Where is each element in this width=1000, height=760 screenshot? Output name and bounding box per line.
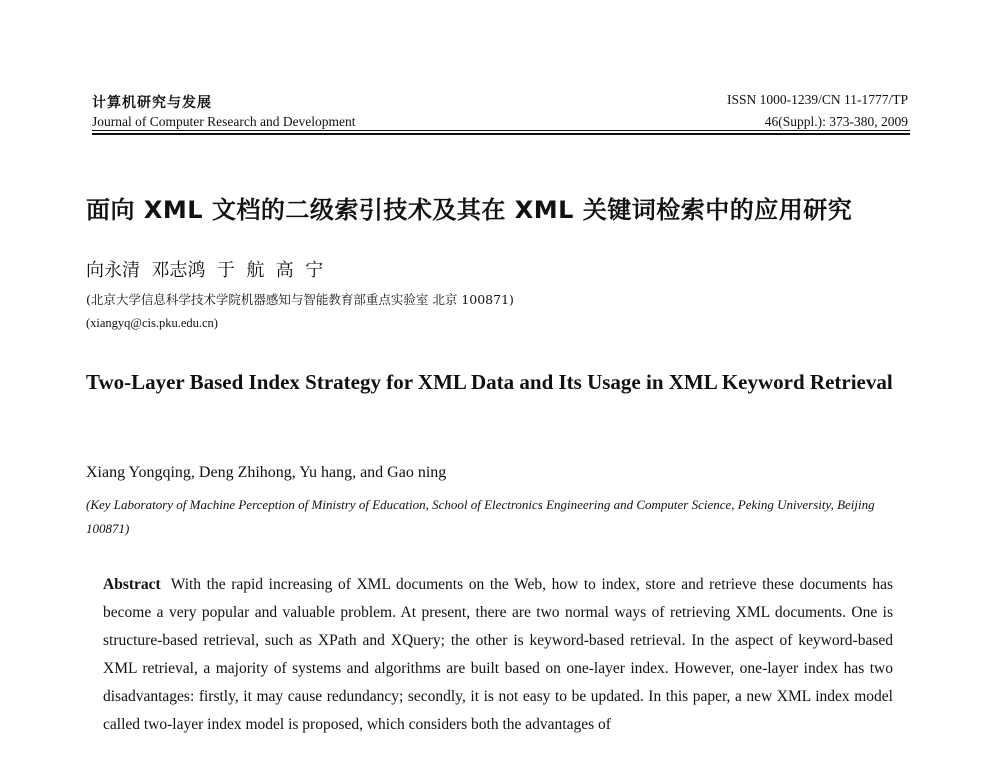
header-rule-thick (92, 133, 910, 135)
chinese-title: 面向 XML 文档的二级索引技术及其在 XML 关键词检索中的应用研究 (86, 196, 853, 224)
journal-name-english: Journal of Computer Research and Development (92, 114, 356, 129)
english-authors: Xiang Yongqing, Deng Zhihong, Yu hang, and Gao ning (86, 464, 447, 481)
volume-pages: 46(Suppl.): 373-380, 2009 (764, 114, 908, 129)
chinese-authors: 向永清 邓志鸿 于 航 高 宁 (86, 260, 324, 281)
english-affiliation: (Key Laboratory of Machine Perception of Ministry of Education, School of Electronics Engineering and Computer Science, Peking University, Beijing 100871) (86, 497, 875, 536)
abstract-label: Abstract (103, 576, 161, 593)
journal-name-chinese: 计算机研究与发展 (92, 95, 212, 111)
header-rule-thin (92, 130, 910, 131)
abstract-text: With the rapid increasing of XML documents on the Web, how to index, store and retrieve these documents has become a very popular and valuable problem. At present, there are two normal ways of retrieving XML documents. One is structure-based retrieval, such as XPath and XQuery; the other is keyword-based retrieval. In the aspect of keyword-based XML retrieval, a majority of systems and algorithms are built based on one-layer index. However, one-layer index has two disadvantages: firstly, it may cause redundancy; secondly, it is not easy to be updated. In this paper, a new XML index model called two-layer index model is proposed, which considers both the advantages of (103, 576, 893, 733)
journal-header-right (727, 92, 908, 132)
journal-header-left (92, 92, 356, 132)
author-email: (xiangyq@cis.pku.edu.cn) (86, 316, 218, 330)
english-title: Two-Layer Based Index Strategy for XML Data and Its Usage in XML Keyword Retrieval (86, 370, 893, 394)
abstract-paragraph (103, 571, 893, 739)
chinese-affiliation: (北京大学信息科学技术学院机器感知与智能教育部重点实验室 北京 100871) (86, 292, 514, 307)
issn-line: ISSN 1000-1239/CN 11-1777/TP (726, 92, 908, 107)
